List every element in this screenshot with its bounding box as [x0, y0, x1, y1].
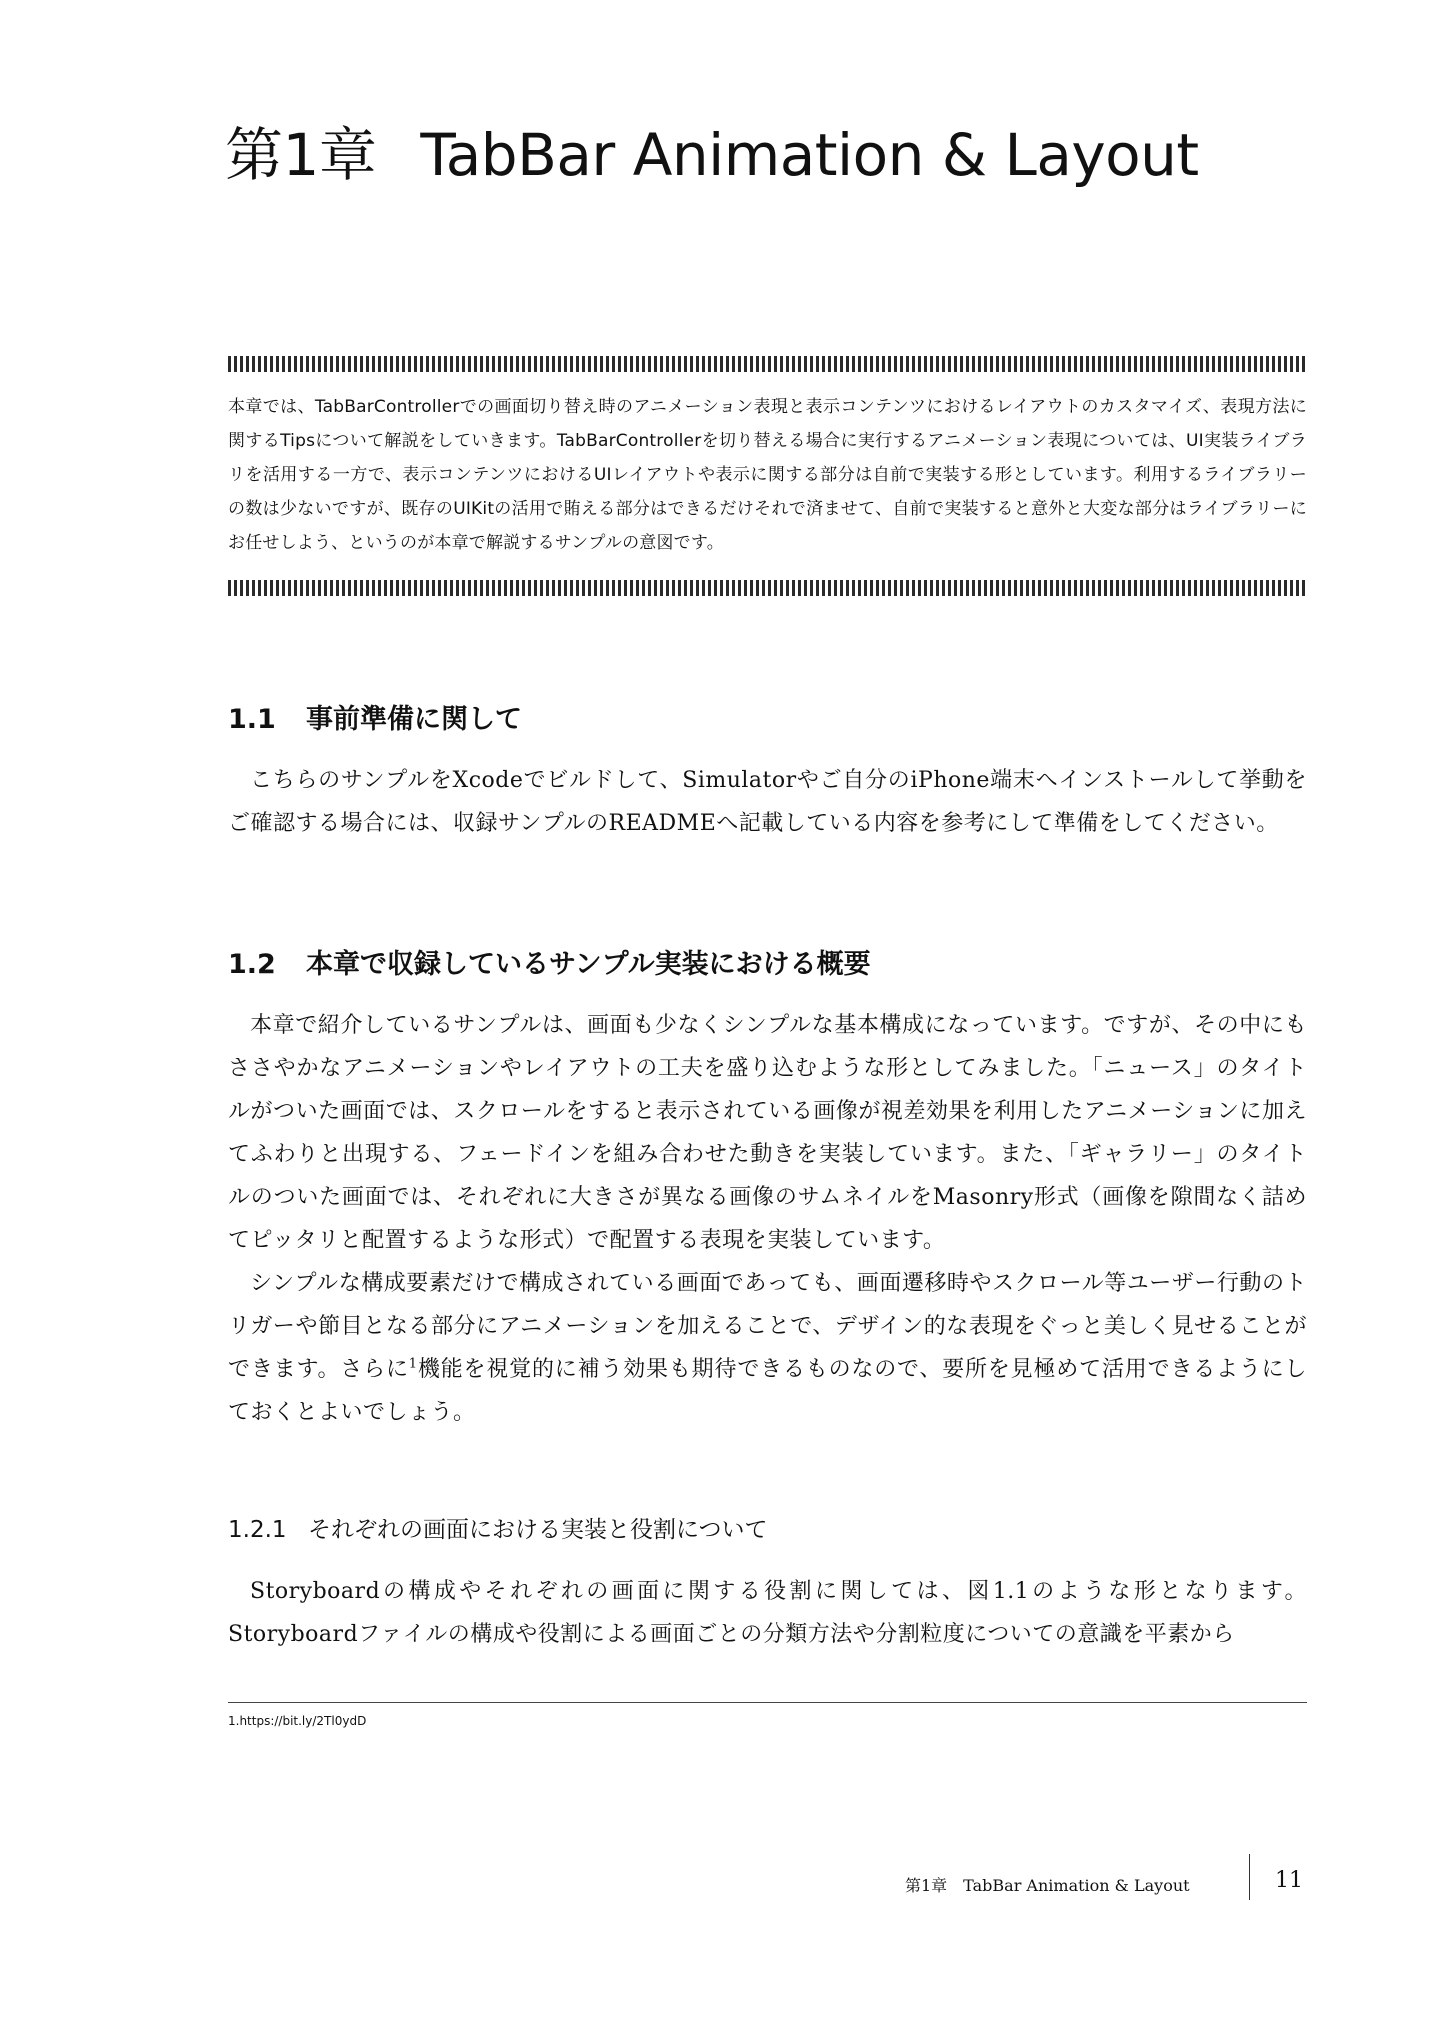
subsection-title: それぞれの画面における実装と役割について [308, 1517, 768, 1543]
chapter-number: 第1章 [225, 121, 377, 189]
section-number: 1.1 [228, 704, 276, 735]
footnote-url[interactable]: 1.https://bit.ly/2Tl0ydD [228, 1714, 367, 1728]
running-footer-title: 第1章 TabBar Animation & Layout [905, 1876, 1190, 1895]
section-number: 1.2 [228, 949, 276, 980]
chapter-abstract [228, 356, 1307, 596]
chapter-title [225, 108, 1199, 192]
section-heading-1-1 [228, 697, 522, 736]
section-title: 本章で収録しているサンプル実装における概要 [306, 949, 871, 980]
body-paragraph: こちらのサンプルをXcodeでビルドして、Simulatorやご自分のiPhone端末へインストールして挙動をご確認する場合には、収録サンプルのREADMEへ記載している内容を参考にして準備をしてください。 [228, 768, 1307, 836]
subsection-heading-1-2-1 [228, 1511, 768, 1544]
section-title: 事前準備に関して [306, 704, 522, 735]
section-body-1-1 [228, 759, 1307, 845]
footnote-divider [228, 1702, 1307, 1703]
body-paragraph: Storyboardの構成やそれぞれの画面に関する役割に関しては、図1.1のような形となります。Storyboardファイルの構成や役割による画面ごとの分類方法や分割粒度についての意識を平素から [228, 1579, 1307, 1647]
footnote-marker[interactable]: 1 [408, 1356, 418, 1372]
body-paragraph: 本章で紹介しているサンプルは、画面も少なくシンプルな基本構成になっています。ですが、その中にもささやかなアニメーションやレイアウトの工夫を盛り込むような形としてみました。「ニュース」のタイトルがついた画面では、スクロールをすると表示されている画像が視差効果を利用したアニメーションに加えてふわりと出現する、フェードインを組み合わせた動きを実装しています。また、「ギャラリー」のタイトルのついた画面では、それぞれに大きさが異なる画像のサムネイルをMasonry形式（画像を隙間なく詰めてピッタリと配置するような形式）で配置する表現を実装しています。 [228, 1013, 1307, 1253]
subsection-body-1-2-1 [228, 1570, 1307, 1656]
paragraph-text: 機能を視覚的に補う効果も期待できるものなので、要所を見極めて活用できるようにしておくとよいでしょう。 [228, 1357, 1307, 1425]
footer-divider [1249, 1854, 1250, 1900]
chapter-title-text: TabBar Animation & Layout [420, 121, 1199, 189]
body-paragraph [228, 1262, 1307, 1434]
abstract-bottom-rule [228, 580, 1307, 596]
paragraph-text: シンプルな構成要素だけで構成されている画面であっても、画面遷移時やスクロール等ユーザー行動のトリガーや節目となる部分にアニメーションを加えることで、デザイン的な表現をぐっと美しく見せることができます。さらに [228, 1271, 1307, 1382]
page-number: 11 [1275, 1868, 1303, 1893]
abstract-top-rule [228, 356, 1307, 372]
subsection-number: 1.2.1 [228, 1517, 287, 1543]
section-heading-1-2 [228, 942, 871, 981]
abstract-text: 本章では、TabBarControllerでの画面切り替え時のアニメーション表現と表示コンテンツにおけるレイアウトのカスタマイズ、表現方法に関するTipsについて解説をしていきます。TabBarControllerを切り替える場合に実行するアニメーション表現については、UI実装ライブラリを活用する一方で、表示コンテンツにおけるUIレイアウトや表示に関する部分は自前で実装する形としています。利用するライブラリーの数は少ないですが、既存のUIKitの活用で賄える部分はできるだけそれで済ませて、自前で実装すると意外と大変な部分はライブラリーにお任せしよう、というのが本章で解説するサンプルの意図です。 [228, 397, 1307, 553]
section-body-1-2 [228, 1004, 1307, 1434]
